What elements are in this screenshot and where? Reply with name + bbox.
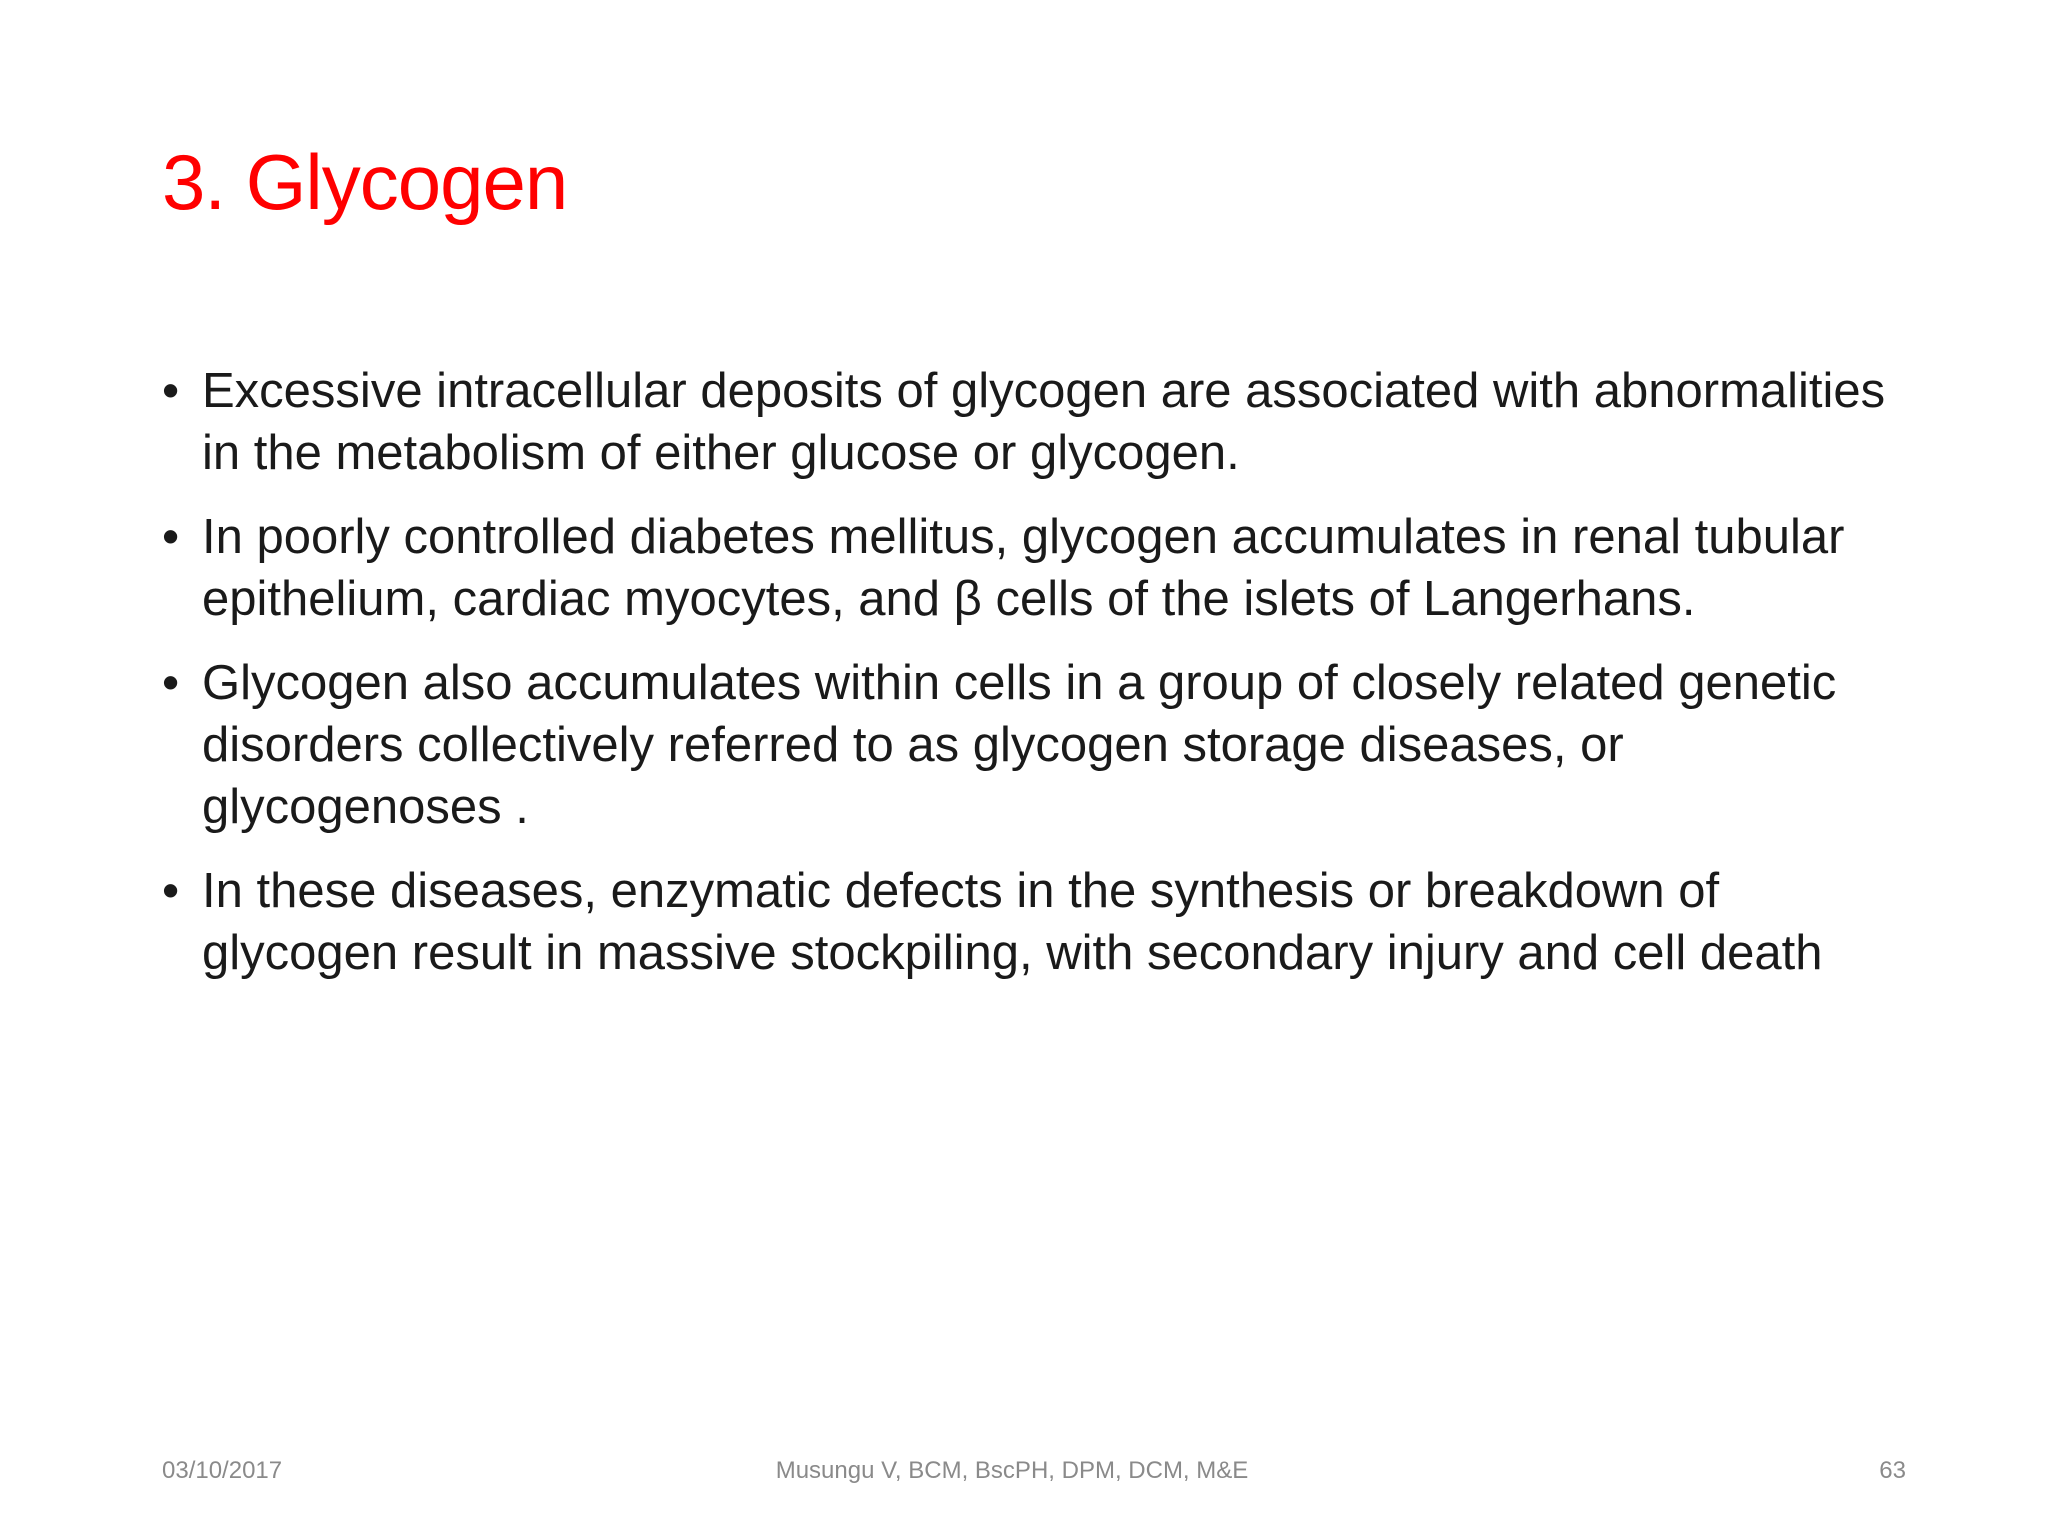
bullet-list — [162, 360, 1912, 1006]
slide-title: 3. Glycogen — [162, 138, 568, 226]
bullet-dot-icon: • — [162, 364, 180, 418]
bullet-dot-icon: • — [162, 510, 180, 564]
bullet-item — [162, 506, 1912, 630]
footer-author: Musungu V, BCM, BscPH, DPM, DCM, M&E — [775, 1457, 1249, 1484]
bullet-dot-icon: • — [162, 656, 180, 710]
bullet-item — [162, 860, 1912, 984]
bullet-dot-icon: • — [162, 864, 180, 918]
bullet-text: In poorly controlled diabetes mellitus, glycogen accumulates in renal tubular epithelium, cardiac myocytes, and β cells of the islets of Langerhans. — [202, 510, 1845, 626]
bullet-item — [162, 360, 1912, 484]
bullet-text: Excessive intracellular deposits of glycogen are associated with abnormalities in the metabolism of either glucose or glycogen. — [202, 364, 1886, 480]
bullet-text: Glycogen also accumulates within cells in a group of closely related genetic disorders collectively referred to as glycogen storage diseases, or glycogenoses . — [202, 656, 1837, 834]
bullet-item — [162, 652, 1912, 838]
bullet-text: In these diseases, enzymatic defects in the synthesis or breakdown of glycogen result in massive stockpiling, with secondary injury and cell death — [202, 864, 1823, 980]
footer-page-number: 63 — [1879, 1457, 1906, 1484]
footer-date: 03/10/2017 — [162, 1457, 283, 1484]
